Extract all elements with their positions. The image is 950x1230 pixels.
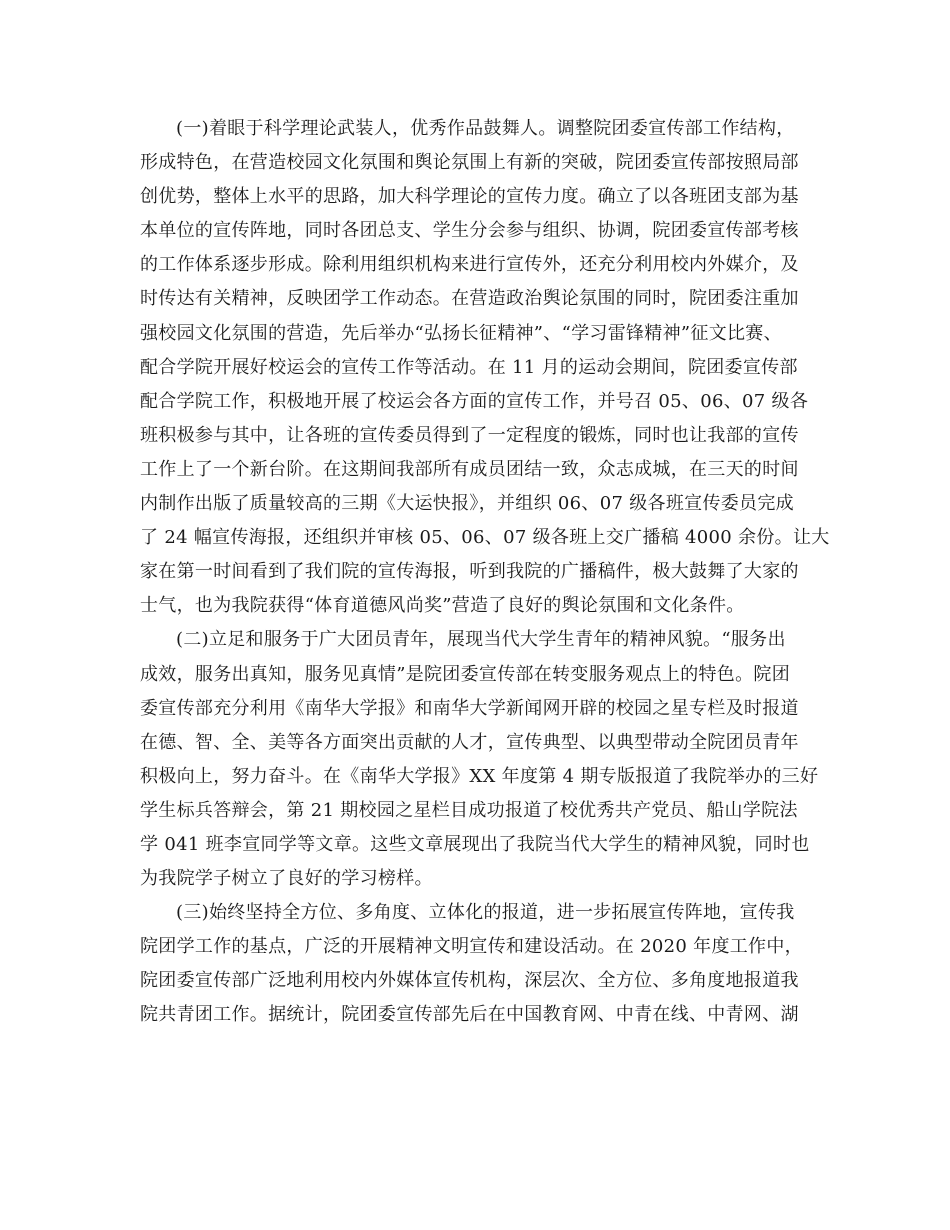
text-line: 工作上了一个新台阶。在这期间我部所有成员团结一致，众志成城，在三天的时间	[140, 458, 799, 480]
text-line: 时传达有关精神，反映团学工作动态。在营造政治舆论氛围的同时，院团委注重加	[140, 288, 799, 310]
text-line: 院团委宣传部广泛地利用校内外媒体宣传机构，深层次、全方位、多角度地报道我	[140, 970, 799, 992]
paragraph-2	[140, 623, 819, 896]
text-line: (一)着眼于科学理论武装人，优秀作品鼓舞人。调整院团委宣传部工作结构，	[176, 118, 795, 139]
text-line: 配合学院工作，积极地开展了校运会各方面的宣传工作，并号召 05、06、07 级各	[140, 390, 809, 412]
text-line: 学 041 班李宣同学等文章。这些文章展现出了我院当代大学生的精神风貌，同时也	[140, 833, 810, 855]
text-line: 配合学院开展好校运会的宣传工作等活动。在 11 月的运动会期间，院团委宣传部	[140, 356, 798, 378]
text-line: 形成特色，在营造校园文化氛围和舆论氛围上有新的突破，院团委宣传部按照局部	[140, 152, 799, 174]
text-line: 的工作体系逐步形成。除利用组织机构来进行宣传外，还充分利用校内外媒介，及	[140, 254, 799, 276]
text-line: (二)立足和服务于广大团员青年，展现当代大学生青年的精神风貌。“服务出	[176, 629, 786, 651]
text-line: 了 24 幅宣传海报，还组织并审核 05、06、07 级各班上交广播稿 4000 余份。让大	[140, 527, 830, 549]
text-line: 积极向上，努力奋斗。在《南华大学报》XX 年度第 4 期专版报道了我院举办的三好	[140, 765, 819, 787]
text-line: 院共青团工作。据统计，院团委宣传部先后在中国教育网、中青在线、中青网、湖	[140, 1004, 799, 1026]
paragraph-1	[140, 112, 830, 623]
text-line: 成效，服务出真知，服务见真情”是院团委宣传部在转变服务观点上的特色。院团	[140, 663, 790, 685]
text-line: 强校园文化氛围的营造，先后举办“弘扬长征精神”、“学习雷锋精神”征文比赛、	[140, 322, 782, 344]
text-line: 学生标兵答辩会，第 21 期校园之星栏目成功报道了校优秀共产党员、船山学院法	[140, 799, 798, 821]
text-line: 内制作出版了质量较高的三期《大运快报》，并组织 06、07 级各班宣传委员完成	[140, 493, 794, 515]
text-line: 创优势，整体上水平的思路，加大科学理论的宣传力度。确立了以各班团支部为基	[140, 186, 799, 208]
text-line: 在德、智、全、美等各方面突出贡献的人才，宣传典型、以典型带动全院团员青年	[140, 731, 799, 753]
paragraph-3	[140, 896, 816, 1032]
text-line: 院团学工作的基点，广泛的开展精神文明宣传和建设活动。在 2020 年度工作中，	[140, 936, 803, 958]
text-line: (三)始终坚持全方位、多角度、立体化的报道，进一步拓展宣传阵地，宣传我	[176, 902, 795, 924]
text-line: 委宣传部充分利用《南华大学报》和南华大学新闻网开辟的校园之星专栏及时报道	[140, 697, 799, 719]
document-body	[140, 112, 830, 1033]
text-line: 班积极参与其中，让各班的宣传委员得到了一定程度的锻炼，同时也让我部的宣传	[140, 424, 799, 446]
text-line: 本单位的宣传阵地，同时各团总支、学生分会参与组织、协调，院团委宣传部考核	[140, 220, 799, 242]
text-line: 为我院学子树立了良好的学习榜样。	[140, 868, 433, 890]
text-line: 家在第一时间看到了我们院的宣传海报，听到我院的广播稿件，极大鼓舞了大家的	[140, 561, 799, 583]
text-line: 士气，也为我院获得“体育道德风尚奖”营造了良好的舆论氛围和文化条件。	[140, 595, 745, 617]
